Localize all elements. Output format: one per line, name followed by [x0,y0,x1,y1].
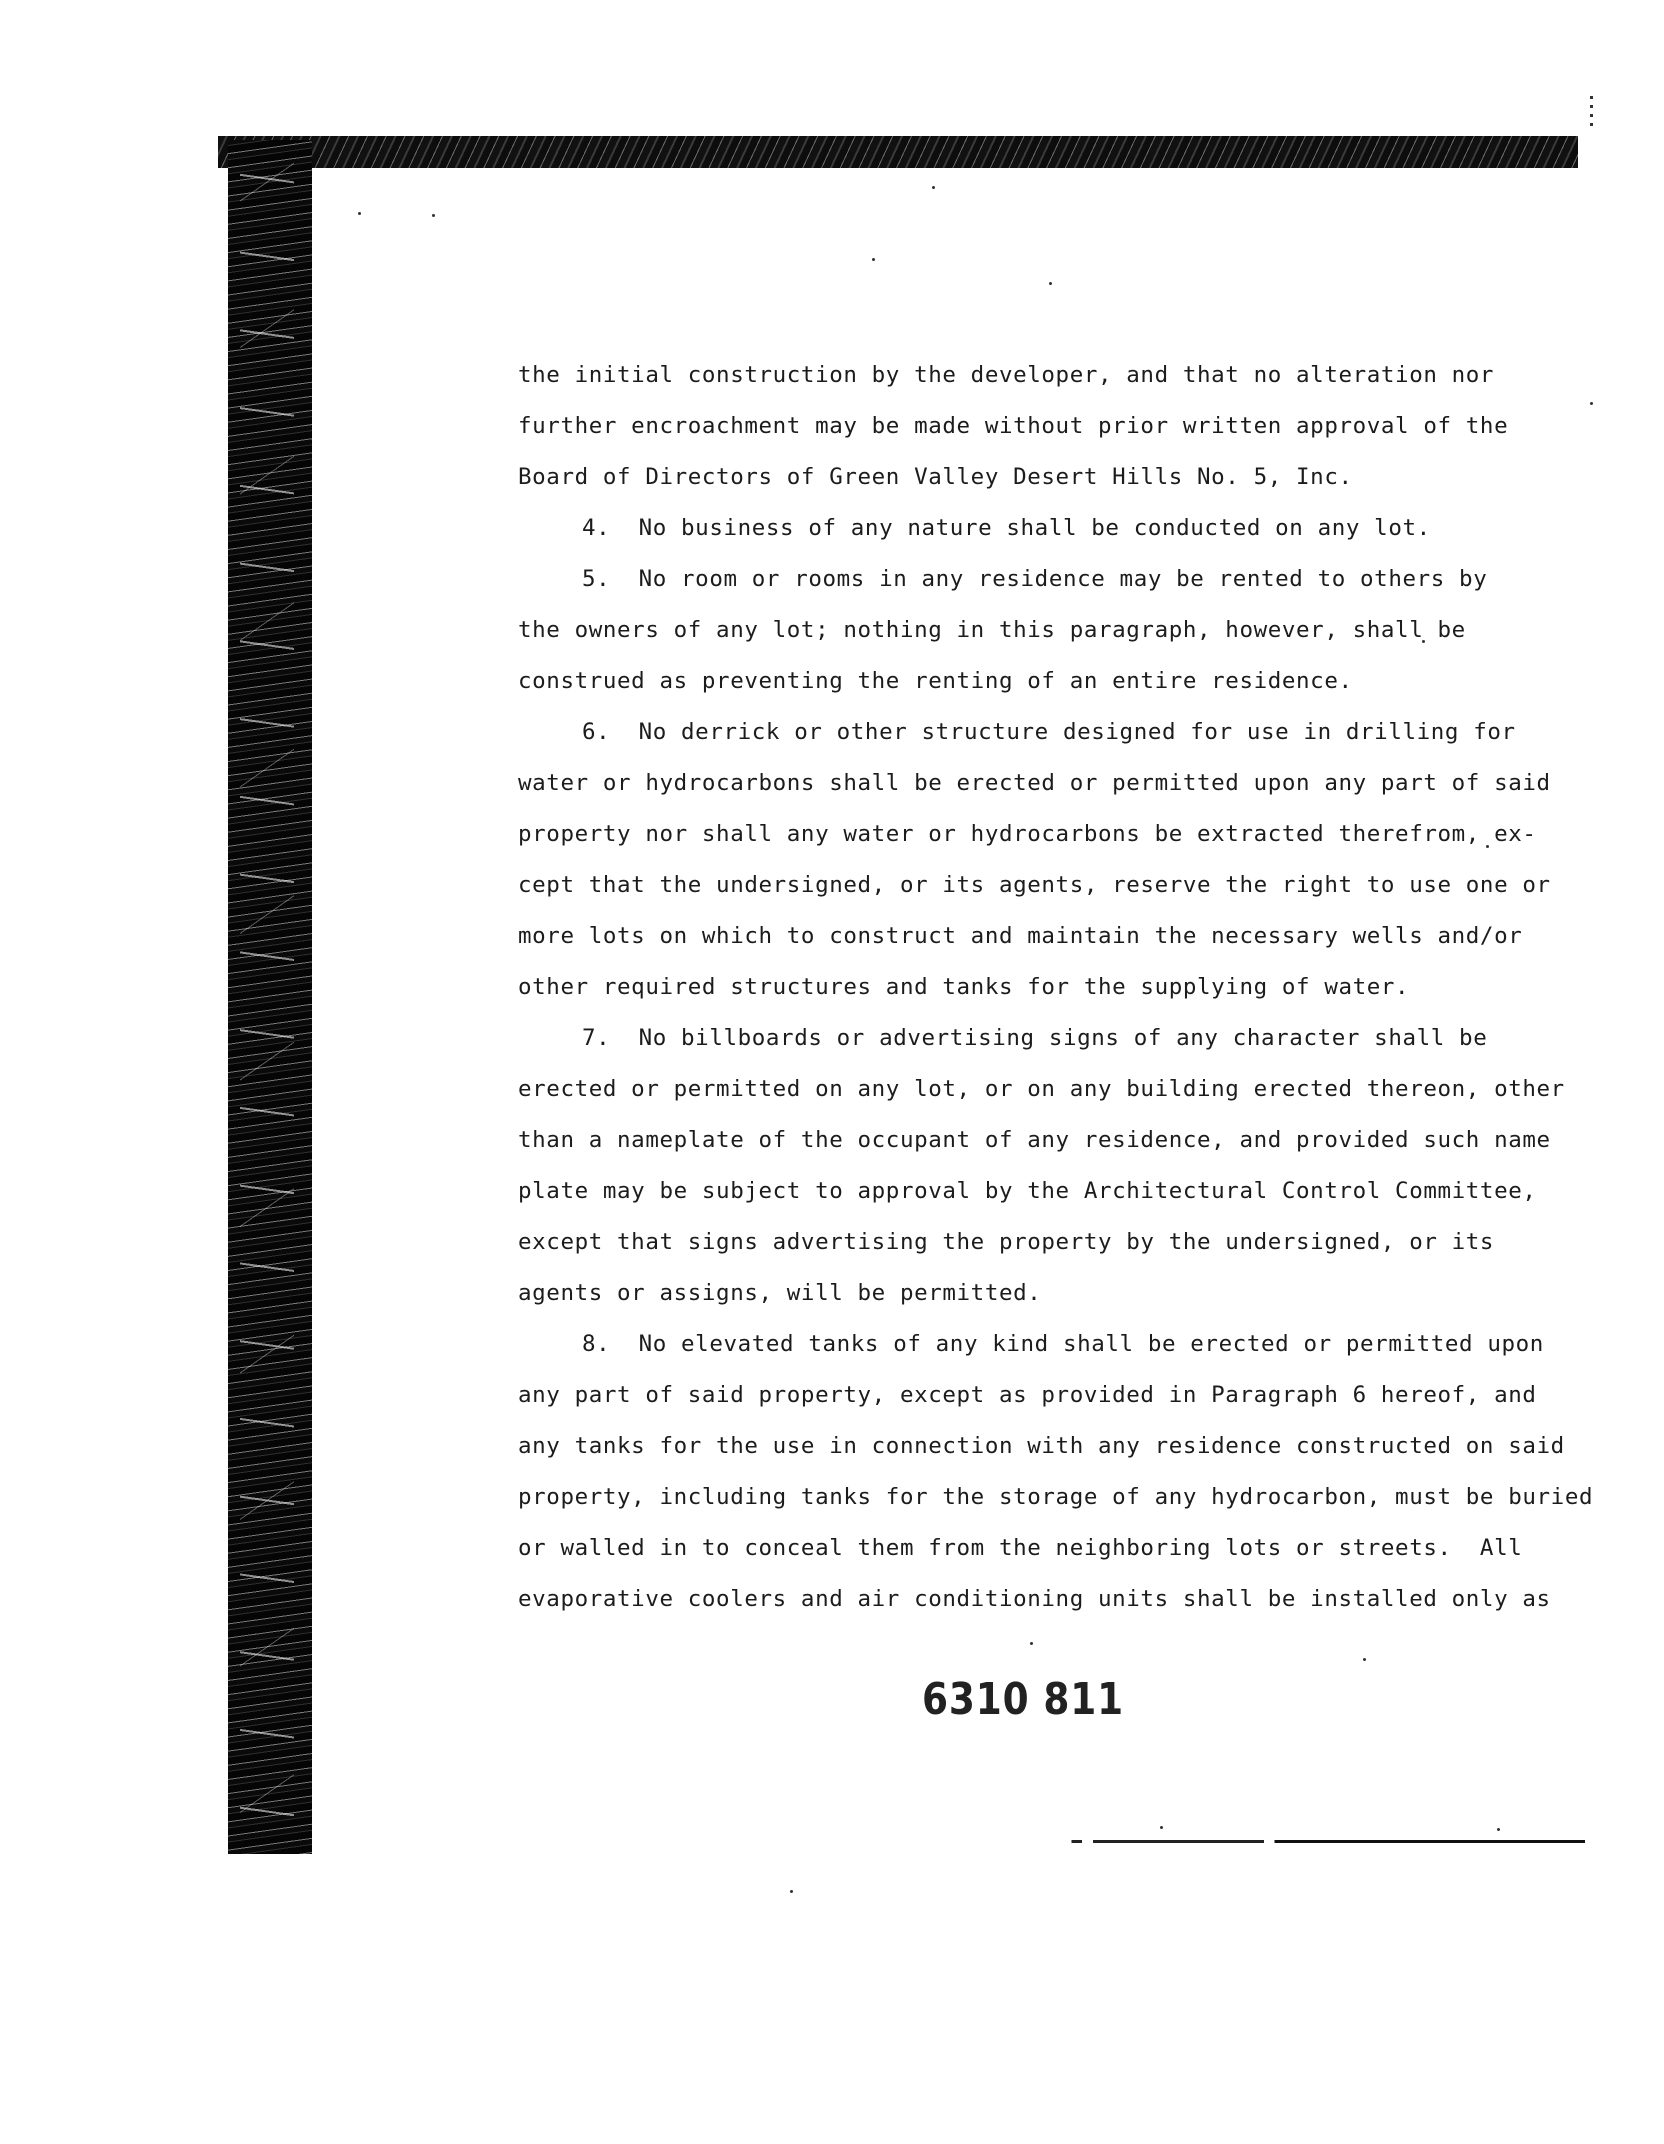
text-line: property, including tanks for the storage of any hydrocarbon, must be buried [518,1484,1594,1510]
scan-speck [1363,1658,1366,1661]
text-line: or walled in to conceal them from the neighboring lots or streets. All [518,1535,1523,1561]
text-line: 7. No billboards or advertising signs of any character shall be [582,1025,1488,1051]
text-line: any part of said property, except as provided in Paragraph 6 hereof, and [518,1382,1537,1408]
text-line: water or hydrocarbons shall be erected or permitted upon any part of said [518,770,1551,796]
text-line: cept that the undersigned, or its agents, reserve the right to use one or [518,872,1551,898]
page-stamp: 6310 811 [922,1674,1124,1725]
scan-border-left-speckle [240,160,294,1840]
scan-speck [932,186,935,189]
text-line: plate may be subject to approval by the Architectural Control Committee, [518,1178,1537,1204]
text-line: Board of Directors of Green Valley Desert Hills No. 5, Inc. [518,464,1353,490]
text-line: erected or permitted on any lot, or on any building erected thereon, other [518,1076,1565,1102]
scan-speck [1030,1642,1033,1645]
scan-speck [1497,1828,1500,1831]
scan-speck [872,258,875,261]
text-line: evaporative coolers and air conditioning units shall be installed only as [518,1586,1551,1612]
scan-border-top [218,136,1578,168]
scan-speck [1590,402,1593,405]
text-line: construed as preventing the renting of an entire residence. [518,668,1353,694]
scan-bottom-rule [1050,1840,1585,1843]
text-line: any tanks for the use in connection with any residence constructed on said [518,1433,1565,1459]
text-line: 5. No room or rooms in any residence may be rented to others by [582,566,1488,592]
text-line: more lots on which to construct and maintain the necessary wells and/or [518,923,1523,949]
scan-speck [790,1890,793,1893]
text-line: the owners of any lot; nothing in this paragraph, however, shall be [518,617,1466,643]
scan-speck [1160,1826,1163,1829]
text-line: 6. No derrick or other structure designed for use in drilling for [582,719,1516,745]
text-line: than a nameplate of the occupant of any residence, and provided such name [518,1127,1551,1153]
text-line: agents or assigns, will be permitted. [518,1280,1042,1306]
text-line: 8. No elevated tanks of any kind shall be erected or permitted upon [582,1331,1544,1357]
scan-speck [1049,282,1052,285]
scan-speck [432,214,435,217]
text-line: further encroachment may be made without prior written approval of the [518,413,1509,439]
text-line: 4. No business of any nature shall be conducted on any lot. [582,515,1431,541]
text-line: except that signs advertising the property by the undersigned, or its [518,1229,1495,1255]
text-line: the initial construction by the developer, and that no alteration nor [518,362,1495,388]
scan-speck [358,212,361,215]
document-body [518,350,1594,1625]
text-line: other required structures and tanks for the supplying of water. [518,974,1410,1000]
text-line: property nor shall any water or hydrocarbons be extracted therefrom, ex- [518,821,1537,847]
scan-margin-mark [1590,96,1593,126]
